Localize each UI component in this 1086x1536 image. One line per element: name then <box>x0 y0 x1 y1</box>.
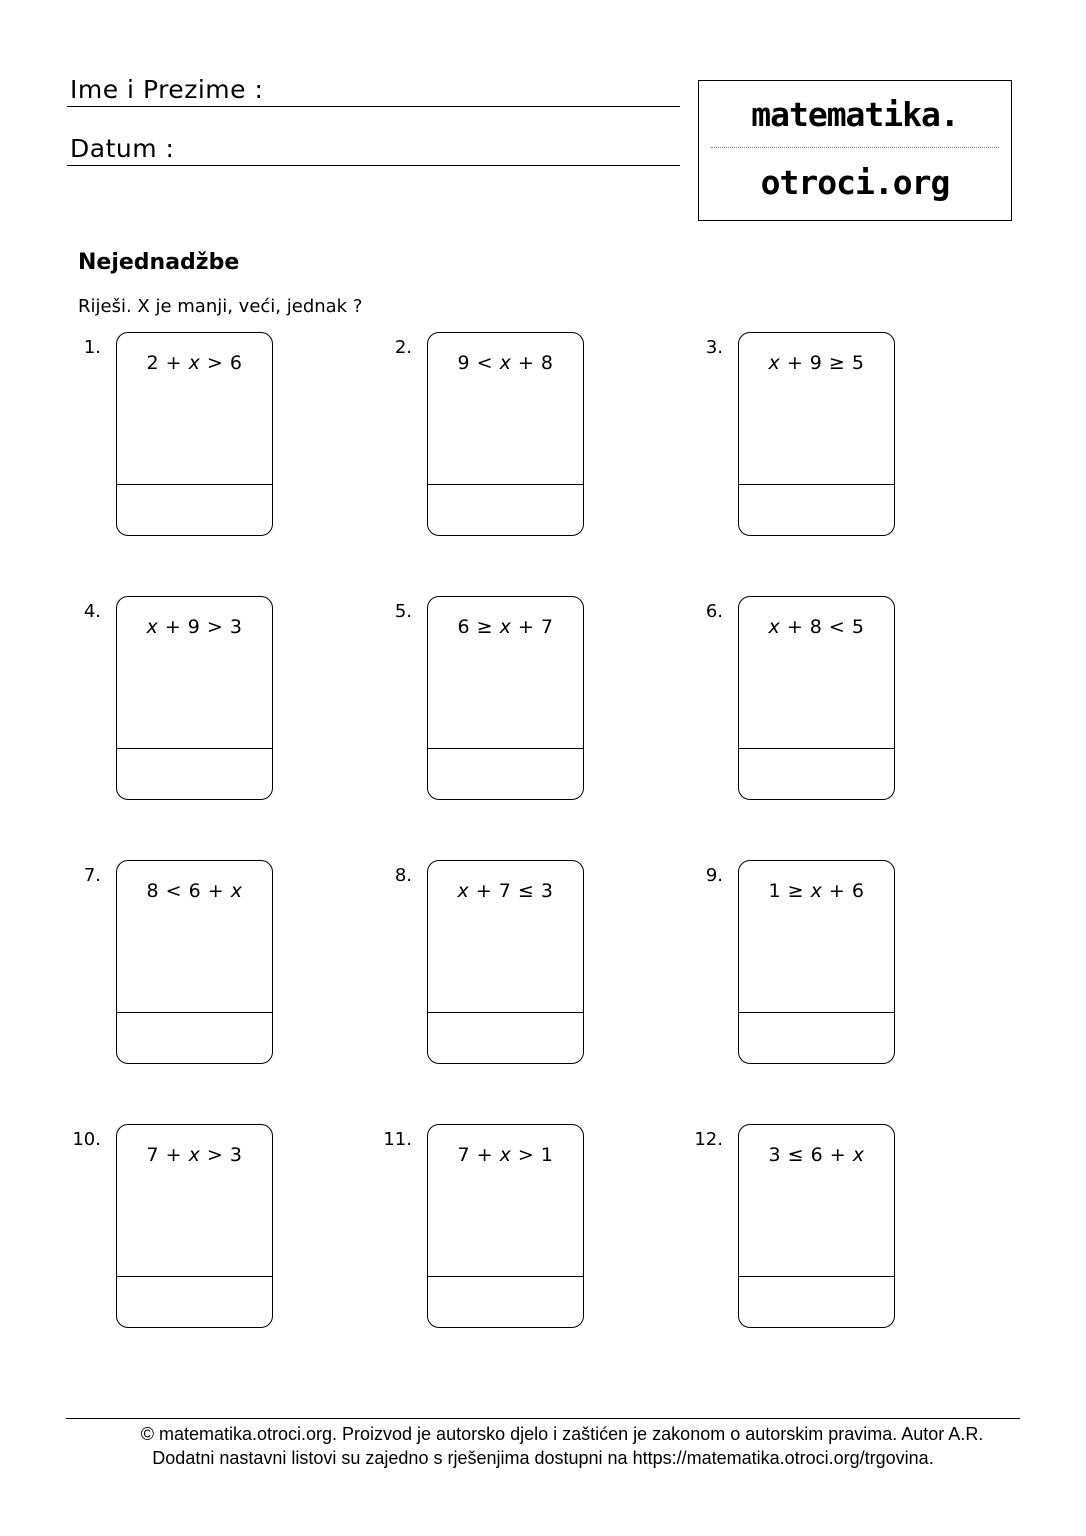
worksheet-instructions: Riješi. X je manji, veći, jednak ? <box>78 296 363 317</box>
variable-x: x <box>188 352 201 374</box>
problem-card <box>116 860 273 1064</box>
problem-number: 8. <box>394 865 412 886</box>
problem-card <box>427 332 584 536</box>
variable-x: x <box>230 880 243 902</box>
variable-x: x <box>852 1144 865 1166</box>
variable-x: x <box>457 880 470 902</box>
problem-card <box>427 1124 584 1328</box>
logo-line-1: matematika. <box>751 95 959 134</box>
date-label: Datum : <box>70 134 175 163</box>
problem-card <box>738 332 895 536</box>
answer-box[interactable] <box>117 749 272 799</box>
problem-expression: 9 < x + 8 <box>457 352 554 374</box>
problem-number: 2. <box>394 337 412 358</box>
variable-x: x <box>499 1144 512 1166</box>
worksheet-title: Nejednadžbe <box>78 250 240 275</box>
answer-box[interactable] <box>117 485 272 535</box>
problem-number: 7. <box>83 865 101 886</box>
problem-number: 9. <box>705 865 723 886</box>
answer-box[interactable] <box>117 1013 272 1063</box>
problem-card <box>116 1124 273 1328</box>
variable-x: x <box>768 352 781 374</box>
answer-box[interactable] <box>739 749 894 799</box>
answer-box[interactable] <box>428 1277 583 1327</box>
problem-card <box>738 596 895 800</box>
problem-card <box>738 860 895 1064</box>
problem-number: 1. <box>83 337 101 358</box>
footer-divider <box>66 1418 1020 1419</box>
variable-x: x <box>499 616 512 638</box>
logo-separator <box>711 147 999 148</box>
answer-box[interactable] <box>428 485 583 535</box>
problem-expression: 7 + x > 3 <box>146 1144 243 1166</box>
problem-card <box>116 332 273 536</box>
logo-line-2: otroci.org <box>760 163 950 202</box>
answer-box[interactable] <box>739 1277 894 1327</box>
problem-expression: 8 < 6 + x <box>146 880 243 902</box>
problem-expression: 7 + x > 1 <box>457 1144 554 1166</box>
problem-expression: x + 9 ≥ 5 <box>768 352 865 374</box>
variable-x: x <box>499 352 512 374</box>
problem-number: 11. <box>383 1129 412 1150</box>
date-field[interactable] <box>67 133 680 166</box>
site-logo <box>698 80 1012 221</box>
variable-x: x <box>188 1144 201 1166</box>
problem-expression: x + 7 ≤ 3 <box>457 880 554 902</box>
problem-expression: 6 ≥ x + 7 <box>457 616 554 638</box>
variable-x: x <box>146 616 159 638</box>
problem-number: 10. <box>72 1129 101 1150</box>
footer-copyright: © matematika.otroci.org. Proizvod je autorsko djelo i zaštićen je zakonom o autorskim pravima. Autor A.R. <box>140 1424 984 1444</box>
answer-box[interactable] <box>428 749 583 799</box>
variable-x: x <box>810 880 823 902</box>
problem-number: 3. <box>705 337 723 358</box>
name-label: Ime i Prezime : <box>70 75 264 104</box>
problem-number: 5. <box>394 601 412 622</box>
variable-x: x <box>768 616 781 638</box>
problem-expression: 1 ≥ x + 6 <box>768 880 865 902</box>
problem-expression: x + 9 > 3 <box>146 616 243 638</box>
answer-box[interactable] <box>428 1013 583 1063</box>
answer-box[interactable] <box>739 1013 894 1063</box>
problem-card <box>116 596 273 800</box>
footer-store-note: Dodatni nastavni listovi su zajedno s rješenjima dostupni na https://matematika.otroci.org/trgovina. <box>152 1448 934 1468</box>
answer-box[interactable] <box>117 1277 272 1327</box>
problem-expression: 2 + x > 6 <box>146 352 243 374</box>
problem-expression: 3 ≤ 6 + x <box>768 1144 865 1166</box>
problem-number: 12. <box>694 1129 723 1150</box>
problem-card <box>738 1124 895 1328</box>
problem-card <box>427 596 584 800</box>
problem-number: 4. <box>83 601 101 622</box>
problem-expression: x + 8 < 5 <box>768 616 865 638</box>
answer-box[interactable] <box>739 485 894 535</box>
problem-number: 6. <box>705 601 723 622</box>
name-field[interactable] <box>67 74 680 107</box>
problem-card <box>427 860 584 1064</box>
